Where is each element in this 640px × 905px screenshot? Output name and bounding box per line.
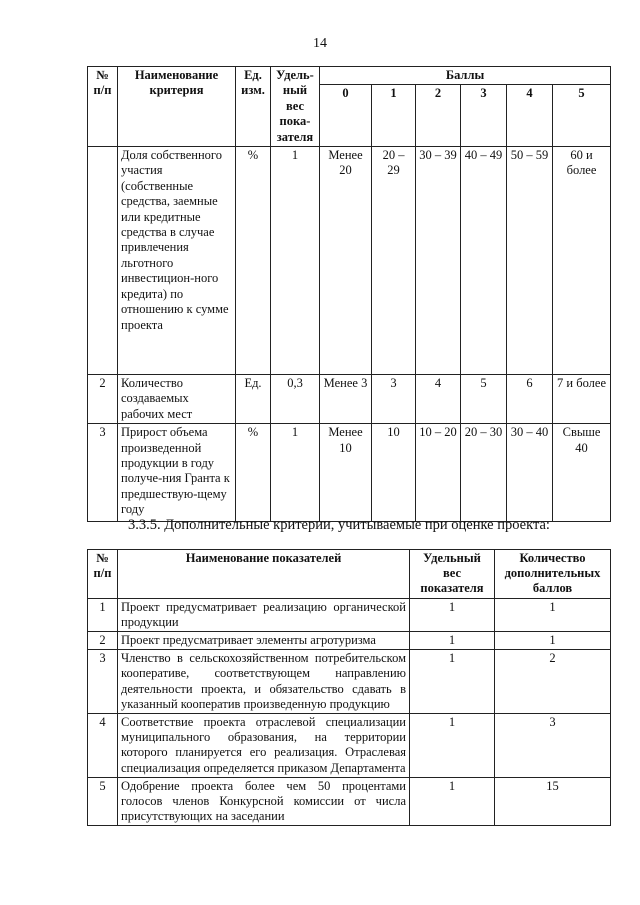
table-row [88, 375, 611, 424]
cell-score: 10 – 20 [416, 424, 461, 522]
cell-indicator-name: Проект предусматривает реализацию органической продукции [118, 598, 410, 631]
cell-num: 3 [88, 650, 118, 714]
cell-points: 15 [495, 777, 611, 826]
cell-score: Менее 10 [320, 424, 372, 522]
cell-num [88, 147, 118, 375]
header-score: 1 [372, 85, 416, 147]
cell-weight: 1 [271, 424, 320, 522]
cell-num: 2 [88, 632, 118, 650]
header-score: 5 [553, 85, 611, 147]
cell-weight: 1 [410, 714, 495, 778]
header-score: 4 [507, 85, 553, 147]
cell-num: 2 [88, 375, 118, 424]
cell-score: 3 [372, 375, 416, 424]
page-number: 14 [313, 36, 327, 51]
criteria-table [87, 66, 611, 522]
cell-score: 30 – 40 [507, 424, 553, 522]
cell-score: Менее 3 [320, 375, 372, 424]
cell-unit: % [236, 147, 271, 375]
cell-weight: 1 [410, 777, 495, 826]
header-scores-group: Баллы [320, 67, 611, 85]
cell-unit: % [236, 424, 271, 522]
cell-score: 60 и более [553, 147, 611, 375]
header-weight: Удельный вес показателя [410, 550, 495, 599]
cell-criterion-name: Доля собственного участия (собственные средства, заемные или кредитные средства в случае привлечения льготного инвестицион-ного кредита) по отношению к сумме проекта [118, 147, 236, 375]
header-num: № п/п [88, 550, 118, 599]
cell-weight: 1 [410, 598, 495, 631]
cell-num: 4 [88, 714, 118, 778]
cell-weight: 0,3 [271, 375, 320, 424]
cell-indicator-name: Проект предусматривает элементы агротуризма [118, 632, 410, 650]
cell-weight: 1 [410, 650, 495, 714]
table-row [88, 632, 611, 650]
header-weight: Удель-ный вес пока-зателя [271, 67, 320, 147]
table-row [88, 147, 611, 375]
cell-score: Менее 20 [320, 147, 372, 375]
table-row [88, 777, 611, 826]
table-row [88, 650, 611, 714]
cell-points: 2 [495, 650, 611, 714]
cell-score: 50 – 59 [507, 147, 553, 375]
table-row [88, 714, 611, 778]
cell-points: 1 [495, 632, 611, 650]
header-score: 0 [320, 85, 372, 147]
cell-score: 20 – 30 [461, 424, 507, 522]
header-unit: Ед. изм. [236, 67, 271, 147]
cell-indicator-name: Соответствие проекта отраслевой специализации муниципального образования, на территории которого планируется его реализация. Отраслевая специализация определяется приказом Департамента [118, 714, 410, 778]
cell-points: 3 [495, 714, 611, 778]
cell-num: 3 [88, 424, 118, 522]
additional-criteria-table [87, 549, 611, 826]
cell-score: 7 и более [553, 375, 611, 424]
cell-indicator-name: Одобрение проекта более чем 50 процентами голосов членов Конкурсной комиссии от числа присутствующих на заседании [118, 777, 410, 826]
cell-weight: 1 [410, 632, 495, 650]
cell-criterion-name: Прирост объема произведенной продукции в году получе-ния Гранта к предшествую-щему году [118, 424, 236, 522]
cell-num: 5 [88, 777, 118, 826]
cell-points: 1 [495, 598, 611, 631]
cell-score: 20 – 29 [372, 147, 416, 375]
cell-unit: Ед. [236, 375, 271, 424]
section-heading: 3.3.5. Дополнительные критерии, учитываемые при оценке проекта: [128, 517, 550, 533]
header-score: 2 [416, 85, 461, 147]
cell-num: 1 [88, 598, 118, 631]
cell-score: 6 [507, 375, 553, 424]
header-score: 3 [461, 85, 507, 147]
header-additional-points: Количество дополнительных баллов [495, 550, 611, 599]
cell-score: Свыше 40 [553, 424, 611, 522]
cell-score: 10 [372, 424, 416, 522]
cell-score: 40 – 49 [461, 147, 507, 375]
header-criterion-name: Наименование критерия [118, 67, 236, 147]
header-indicator-name: Наименование показателей [118, 550, 410, 599]
cell-score: 4 [416, 375, 461, 424]
cell-score: 30 – 39 [416, 147, 461, 375]
cell-weight: 1 [271, 147, 320, 375]
cell-indicator-name: Членство в сельскохозяйственном потребительском кооперативе, соответствующем направлению деятельности проекта, и обязательство сдавать в указанный кооператив произведенную продукцию [118, 650, 410, 714]
cell-score: 5 [461, 375, 507, 424]
table-row [88, 424, 611, 522]
header-num: № п/п [88, 67, 118, 147]
cell-criterion-name: Количество создаваемых рабочих мест [118, 375, 236, 424]
table-row [88, 598, 611, 631]
